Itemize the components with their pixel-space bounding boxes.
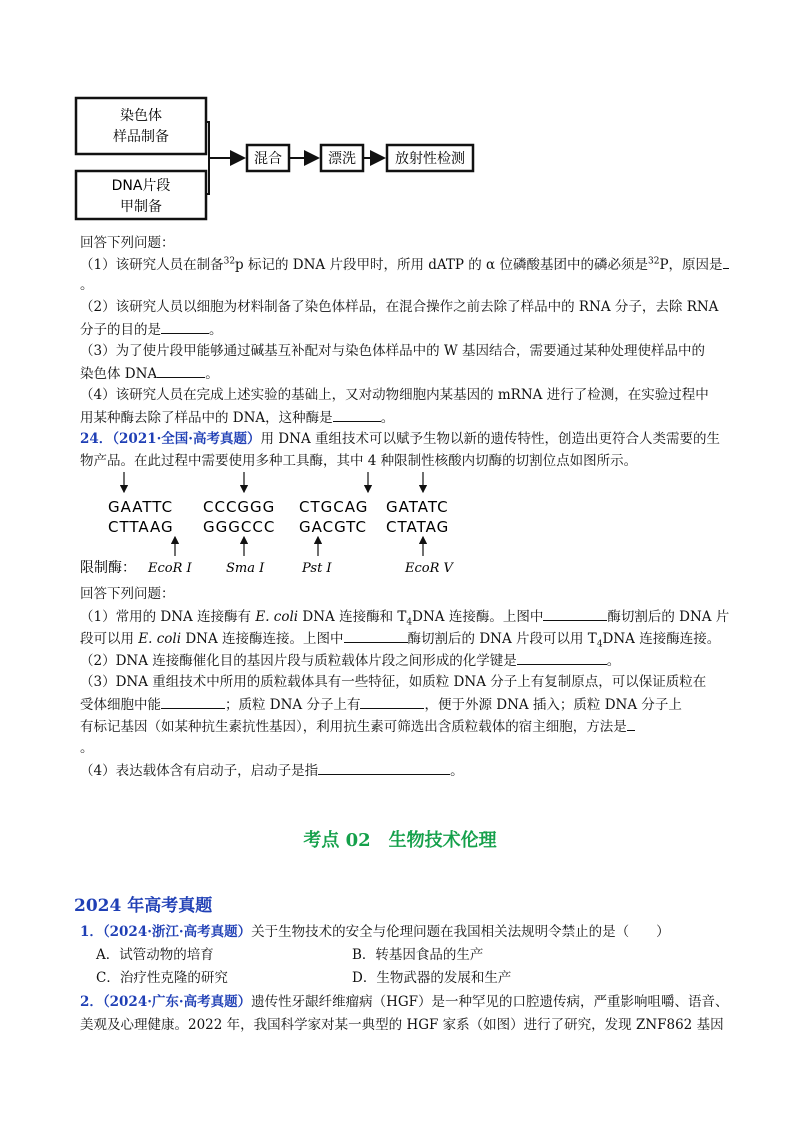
- section-title: 考点 02 生物技术伦理: [303, 830, 497, 851]
- answer-blank[interactable]: [344, 628, 408, 643]
- q23-part3b: 染色体 DNA 。: [80, 363, 730, 384]
- q23-part2: （2）该研究人员以细胞为材料制备了染色体样品，在混合操作之前去除了样品中的 RNA 分子，去除 RNA: [80, 299, 719, 315]
- smai-top-seq: CCCGGG: [203, 498, 276, 516]
- q24-part3-end: 。: [80, 740, 94, 756]
- q1-option-c[interactable]: C．治疗性克隆的研究: [96, 970, 228, 986]
- answer-blank[interactable]: [723, 254, 729, 269]
- q1-option-b[interactable]: B．转基因食品的生产: [352, 947, 484, 963]
- q24-number: 24．（2021·全国·高考真题）: [80, 431, 261, 447]
- experiment-flowchart: [0, 0, 800, 230]
- answer-blank[interactable]: [543, 606, 607, 621]
- q23-part1-end: 。: [80, 277, 94, 293]
- ecorv-top-seq: GATATC: [386, 498, 449, 516]
- q23-intro: 回答下列问题：: [80, 235, 175, 251]
- q1-stem: 1．（2024·浙江·高考真题）关于生物技术的安全与伦理问题在我国相关法规明令禁止的是（ ）: [80, 924, 670, 940]
- rinse-label: 漂洗: [328, 151, 356, 167]
- restriction-enzyme-figure: [0, 468, 800, 578]
- q24-part3: （3）DNA 重组技术中所用的质粒载体具有一些特征，如质粒 DNA 分子上有复制原点，可以保证质粒在: [80, 674, 707, 690]
- answer-blank[interactable]: [627, 716, 635, 731]
- q2-stem-line1: 2．（2024·广东·高考真题）遗传性牙龈纤维瘤病（HGF）是一种罕见的口腔遗传病，严重影响咀嚼、语音、: [80, 994, 729, 1010]
- q23-part1: （1）该研究人员在制备$^{32}$p 标记的 DNA 片段甲时，所用 dATP 的 α 位磷酸基团中的磷必须是$^{32}$P，原因是: [80, 254, 730, 275]
- answer-blank[interactable]: [161, 694, 225, 709]
- ecori-bottom-seq: CTTAAG: [108, 518, 174, 536]
- box2-line1: DNA片段: [111, 178, 171, 194]
- q1-option-d[interactable]: D．生物武器的发展和生产: [352, 970, 512, 986]
- answer-blank[interactable]: [157, 363, 205, 378]
- q24-part3b: 受体细胞中能 ；质粒 DNA 分子上有 ，便于外源 DNA 插入；质粒 DNA 分子上: [80, 694, 730, 715]
- enzyme-label: 限制酶：: [80, 560, 136, 576]
- smai-bottom-seq: GGGCCC: [203, 518, 276, 536]
- q24-part2: （2）DNA 连接酶催化目的基因片段与质粒载体片段之间形成的化学键是 。: [80, 650, 730, 671]
- q24-part1b: 段可以用 E. coli DNA 连接酶连接。上图中 酶切割后的 DNA 片段可以用 $T_4DNA$ 连接酶连接。: [80, 628, 730, 649]
- q2-stem-line2: 美观及心理健康。2022 年，我国科学家对某一典型的 HGF 家系（如图）进行了研究，发现 ZNF862 基因: [80, 1017, 724, 1033]
- q24-part3c: 有标记基因（如某种抗生素抗性基因），利用抗生素可筛选出含质粒载体的宿主细胞，方法是: [80, 716, 730, 737]
- box2-line2: 甲制备: [120, 199, 162, 215]
- box1-line2: 样品制备: [113, 129, 169, 145]
- smai-name: Sma I: [226, 561, 265, 576]
- answer-blank[interactable]: [161, 319, 209, 334]
- q23-part3: （3）为了使片段甲能够通过碱基互补配对与染色体样品中的 W 基因结合，需要通过某种处理使样品中的: [80, 343, 706, 359]
- q23-part2b: 分子的目的是 。: [80, 319, 730, 340]
- ecorv-bottom-seq: CTATAG: [386, 518, 450, 536]
- q1-number: 1．（2024·浙江·高考真题）: [80, 924, 252, 940]
- answer-blank[interactable]: [318, 760, 450, 775]
- mix-label: 混合: [254, 151, 282, 167]
- q24-stem-line1: 24．（2021·全国·高考真题）用 DNA 重组技术可以赋予生物以新的遗传特性，创造出更符合人类需要的生: [80, 431, 720, 447]
- answer-blank[interactable]: [360, 694, 424, 709]
- q1-option-a[interactable]: A．试管动物的培育: [96, 947, 214, 963]
- box1-line1: 染色体: [120, 108, 162, 124]
- year-title: 2024 年高考真题: [74, 896, 213, 916]
- psti-name: Pst I: [302, 561, 332, 576]
- q2-number: 2．（2024·广东·高考真题）: [80, 994, 252, 1010]
- q24-part4: （4）表达载体含有启动子，启动子是指 。: [80, 760, 730, 781]
- ecorv-name: EcoR V: [405, 561, 453, 576]
- ecori-top-seq: GAATTC: [108, 498, 174, 516]
- radioactivity-label: 放射性检测: [395, 151, 465, 167]
- chromosome-sample-box: [76, 98, 206, 154]
- q24-stem-line2: 物产品。在此过程中需要使用多种工具酶，其中 4 种限制性核酸内切酶的切割位点如图所示。: [80, 453, 638, 469]
- q24-intro: 回答下列问题：: [80, 586, 175, 602]
- ecori-name: EcoR I: [148, 561, 192, 576]
- answer-blank[interactable]: [517, 650, 607, 665]
- q23-part4b: 用某种酶去除了样品中的 DNA，这种酶是 。: [80, 407, 730, 428]
- q24-part1: （1）常用的 DNA 连接酶有 E. coli DNA 连接酶和 $T_4DNA$ 连接酶。上图中 酶切割后的 DNA 片: [80, 606, 730, 627]
- psti-bottom-seq: GACGTC: [299, 518, 367, 536]
- q23-part4: （4）该研究人员在完成上述实验的基础上，又对动物细胞内某基因的 mRNA 进行了检测，在实验过程中: [80, 387, 709, 403]
- answer-blank[interactable]: [333, 407, 381, 422]
- psti-top-seq: CTGCAG: [299, 498, 369, 516]
